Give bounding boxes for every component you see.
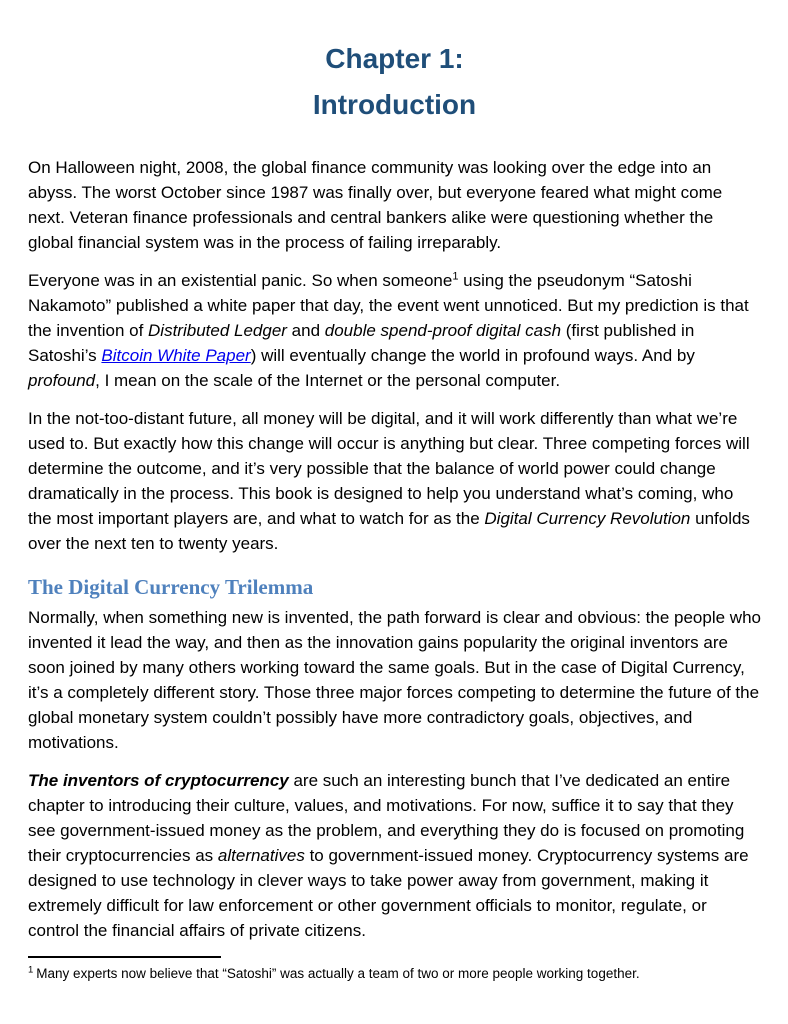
chapter-title bbox=[28, 36, 761, 128]
chapter-title-line1: Chapter 1: bbox=[325, 43, 464, 74]
document-body bbox=[28, 155, 761, 943]
text-run: to government-issued money. Cryptocurrency systems are designed to use technology in clever ways to take power away from government, making it extremely difficult for law enforcement or other government officials to monitor, regulate, or control the financial affairs of private citizens. bbox=[28, 846, 749, 940]
text-run: ) will eventually change the world in profound ways. And by bbox=[250, 346, 695, 365]
text-run: alternatives bbox=[217, 846, 305, 865]
paragraph-trilemma bbox=[28, 605, 761, 755]
text-run: Normally, when something new is invented, the path forward is clear and obvious: the people who invented it lead the way, and then as the innovation gains popularity the original inventors are soon joined by many others working toward the same goals. But in the case of Digital Currency, it’s a completely different story. Those three major forces competing to determine the future of the global monetary system couldn’t possibly have more contradictory goals, objectives, and motivations. bbox=[28, 608, 761, 752]
text-run: In the not-too-distant future, all money will be digital, and it will work differently than what we’re used to. But exactly how this change will occur is anything but clear. Three competing forces will determine the outcome, and it’s very possible that the balance of world power could change dramatically in the process. This book is designed to help you understand what’s coming, who the most important players are, and what to watch for as the bbox=[28, 409, 750, 528]
section-heading-trilemma: The Digital Currency Trilemma bbox=[28, 575, 314, 599]
text-run: (first published in Satoshi’s bbox=[28, 321, 695, 365]
text-run: unfolds over the next ten to twenty years. bbox=[28, 509, 750, 553]
footnote-separator bbox=[28, 956, 221, 958]
text-run: double spend-proof digital cash bbox=[324, 321, 562, 340]
text-run: On Halloween night, 2008, the global finance community was looking over the edge into an abyss. The worst October since 1987 was finally over, but everyone feared what might come next. Veteran finance professionals and central bankers alike were questioning whether the global financial system was in the process of failing irreparably. bbox=[28, 158, 723, 252]
footnote bbox=[28, 965, 761, 983]
text-run: Distributed Ledger bbox=[148, 321, 287, 340]
paragraph-inventors bbox=[28, 768, 761, 943]
paragraph-future-money bbox=[28, 406, 761, 556]
text-run: Everyone was in an existential panic. So when someone bbox=[28, 271, 453, 290]
text-run: The inventors of cryptocurrency bbox=[28, 771, 289, 790]
text-run: Digital Currency Revolution bbox=[484, 509, 691, 528]
text-run: and bbox=[286, 321, 325, 340]
footnote-text: Many experts now believe that “Satoshi” was actually a team of two or more people working together. bbox=[36, 966, 640, 981]
text-run: using the pseudonym “Satoshi Nakamoto” published a white paper that day, the event went unnoticed. But my prediction is that the invention of bbox=[28, 271, 749, 340]
hyperlink-bitcoin-white-paper[interactable]: Bitcoin White Paper bbox=[101, 346, 251, 365]
footnote-area bbox=[28, 956, 761, 983]
footnote-marker: 1 bbox=[28, 964, 34, 976]
text-run: profound bbox=[28, 371, 96, 390]
paragraph-satoshi bbox=[28, 268, 761, 393]
footnote-reference: 1 bbox=[452, 270, 459, 283]
paragraph-opening bbox=[28, 155, 761, 255]
text-run: are such an interesting bunch that I’ve dedicated an entire chapter to introducing their culture, values, and motivations. For now, suffice it to say that they see government-issued money as the problem, and everything they do is focused on promoting their cryptocurrencies as bbox=[28, 771, 745, 865]
text-run: , I mean on the scale of the Internet or the personal computer. bbox=[95, 371, 561, 390]
chapter-title-line2: Introduction bbox=[312, 89, 477, 120]
